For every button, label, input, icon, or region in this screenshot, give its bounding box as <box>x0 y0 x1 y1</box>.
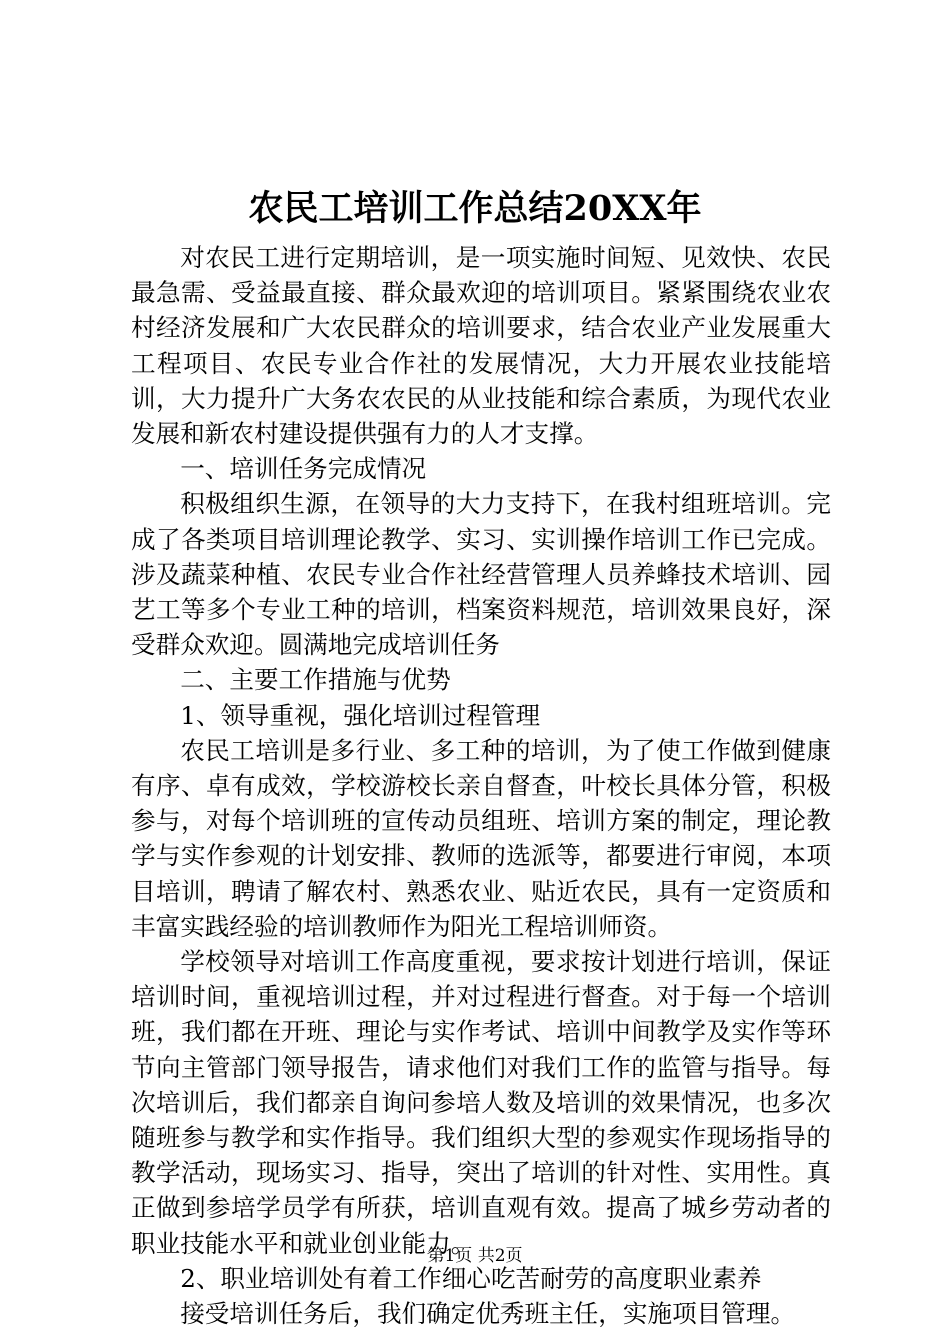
paragraph-task-completion: 积极组织生源，在领导的大力支持下，在我村组班培训。完成了各类项目培训理论教学、实习、实训操作培训工作已完成。涉及蔬菜种植、农民专业合作社经营管理人员养蜂技术培训、园艺工等多个专业工种的培训，档案资料规范，培训效果良好，深受群众欢迎。圆满地完成培训任务 <box>131 489 831 660</box>
section-heading-1: 一、培训任务完成情况 <box>180 454 427 484</box>
subsection-heading-1: 1、领导重视，强化培训过程管理 <box>180 700 541 730</box>
paragraph-project-management: 接受培训任务后，我们确定优秀班主任，实施项目管理。 <box>180 1299 796 1329</box>
paragraph-supervision: 学校领导对培训工作高度重视，要求按计划进行培训，保证培训时间，重视培训过程，并对过程进行督查。对于每一个培训班，我们都在开班、理论与实作考试、培训中间教学及实作等环节向主管部门领导报告，请求他们对我们工作的监管与指导。每次培训后，我们都亲自询问参培人数及培训的效果情况，也多次随班参与教学和实作指导。我们组织大型的参观实作现场指导的教学活动，现场实习、指导，突出了培训的针对性、实用性。真正做到参培学员学有所获，培训直观有效。提高了城乡劳动者的职业技能水平和就业创业能力。 <box>131 947 831 1258</box>
subsection-heading-2: 2、职业培训处有着工作细心吃苦耐劳的高度职业素养 <box>180 1263 762 1293</box>
document-title: 农民工培训工作总结20XX年 <box>248 188 702 229</box>
document-body <box>131 240 831 1331</box>
paragraph-leadership: 农民工培训是多行业、多工种的培训，为了使工作做到健康有序、卓有成效，学校游校长亲自督查，叶校长具体分管，积极参与，对每个培训班的宣传动员组班、培训方案的制定，理论教学与实作参观的计划安排、教师的选派等，都要进行审阅，本项目培训，聘请了解农村、熟悉农业、贴近农民，具有一定资质和丰富实践经验的培训教师作为阳光工程培训师资。 <box>131 735 831 941</box>
section-heading-2: 二、主要工作措施与优势 <box>180 665 451 695</box>
page-number-footer: 第1页 共2页 <box>427 1246 523 1266</box>
paragraph-intro: 对农民工进行定期培训，是一项实施时间短、见效快、农民最急需、受益最直接、群众最欢迎的培训项目。紧紧围绕农业农村经济发展和广大农民群众的培训要求，结合农业产业发展重大工程项目、农民专业合作社的发展情况，大力开展农业技能培训，大力提升广大务农农民的从业技能和综合素质，为现代农业发展和新农村建设提供强有力的人才支撑。 <box>131 243 831 449</box>
